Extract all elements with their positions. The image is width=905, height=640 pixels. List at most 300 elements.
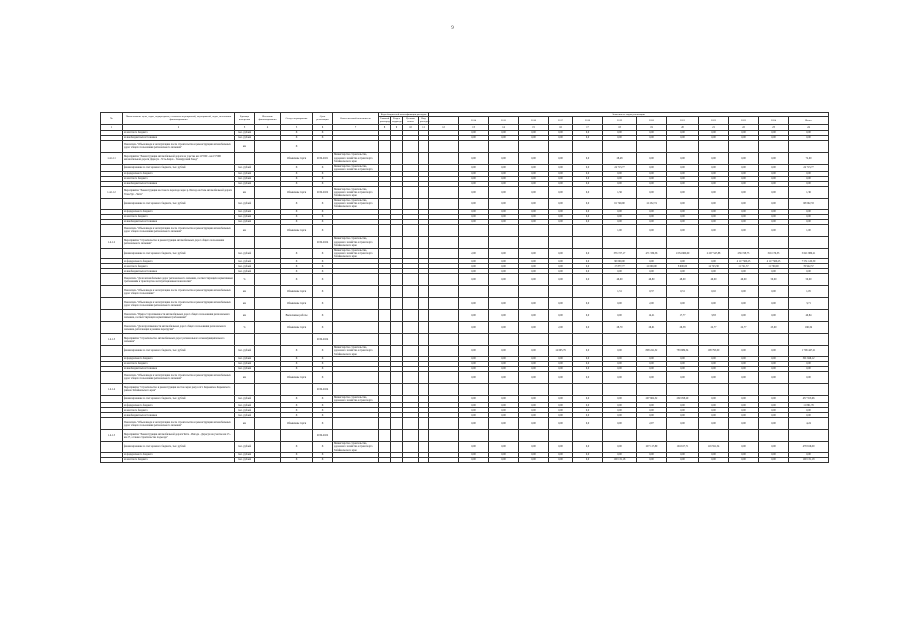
row-code <box>379 140 391 152</box>
row-value: 0,00 <box>549 152 573 164</box>
row-value: 0,00 <box>729 310 759 322</box>
row-code <box>391 430 403 442</box>
row-unit: тыс. рублей <box>235 442 255 453</box>
row-number <box>101 457 123 462</box>
row-unit: км <box>235 224 255 236</box>
row-value: 0,00 <box>759 214 789 219</box>
row-value: 0,0 <box>573 403 603 408</box>
row-code <box>419 164 429 171</box>
row-name: из местного бюджета <box>123 457 235 462</box>
row-value <box>573 334 603 346</box>
row-value: 0,00 <box>637 135 667 140</box>
row-value: 1,36 <box>789 187 829 199</box>
row-value: 0,00 <box>549 361 573 366</box>
row-value: 0,00 <box>759 408 789 413</box>
row-value: 100 131,18 <box>603 457 637 462</box>
row-value: 0,00 <box>489 219 519 224</box>
row-unit: км <box>235 286 255 298</box>
row-value: 0,00 <box>729 403 759 408</box>
row-value: 0,00 <box>459 442 489 453</box>
row-status: Объявлены торги <box>281 322 313 334</box>
row-value: 17,77 <box>667 310 699 322</box>
header-no: № <box>101 113 123 125</box>
row-value: 1,36 <box>603 187 637 199</box>
row-period: Х <box>313 259 333 264</box>
row-value: 0,00 <box>667 214 699 219</box>
row-value: 0,00 <box>519 152 549 164</box>
row-value: 0,00 <box>549 172 573 177</box>
row-value: 0,00 <box>549 164 573 171</box>
row-value-blank <box>429 236 459 248</box>
row-code <box>391 236 403 248</box>
row-value: 0,0 <box>573 219 603 224</box>
row-value: 0,00 <box>637 152 667 164</box>
column-number: 13 <box>459 124 489 130</box>
row-value: 0,00 <box>459 371 489 383</box>
row-code <box>379 224 391 236</box>
header-values: Значения по годам реализации <box>429 113 829 117</box>
row-number: 1.4.1.4 <box>101 383 123 395</box>
row-value: 8 900,00 <box>667 264 699 269</box>
row-value: 1 034 960,00 <box>667 248 699 259</box>
row-code <box>419 298 429 310</box>
row-period <box>313 140 333 152</box>
row-value: 0,00 <box>519 130 549 135</box>
row-value: 0,00 <box>459 452 489 457</box>
row-value: 0,00 <box>459 219 489 224</box>
row-code <box>379 152 391 164</box>
row-value: 0,00 <box>637 224 667 236</box>
row-value: 0,00 <box>667 413 699 418</box>
row-value: 24 713,77 <box>789 164 829 171</box>
row-code <box>419 371 429 383</box>
row-value <box>789 383 829 395</box>
row-value: 0,00 <box>729 130 759 135</box>
row-code <box>403 236 419 248</box>
row-value: 0,0 <box>573 310 603 322</box>
row-value <box>789 140 829 152</box>
row-name: Показатель "Прирост протяженности автомобильных дорог общего пользования регионального значения, соответствующих нормативным требованиям" <box>123 310 235 322</box>
header-source: Источник финансирования <box>255 113 281 125</box>
row-number <box>101 140 123 152</box>
header-code-section: Раздел подраздел <box>392 117 403 124</box>
row-value: 0,00 <box>637 130 667 135</box>
row-value: 0,00 <box>667 187 699 199</box>
row-value: 0,00 <box>489 209 519 214</box>
row-value: 0,00 <box>519 452 549 457</box>
row-unit <box>235 152 255 164</box>
row-value <box>519 334 549 346</box>
row-value: 0,00 <box>603 130 637 135</box>
row-period: Х <box>313 214 333 219</box>
row-value: 0,00 <box>549 248 573 259</box>
row-value: 0,00 <box>603 413 637 418</box>
row-value: 0,00 <box>667 152 699 164</box>
row-value: 0,00 <box>489 269 519 274</box>
row-value: 0,00 <box>603 346 637 357</box>
row-unit: тыс. рублей <box>235 172 255 177</box>
row-value: 0,00 <box>699 199 729 210</box>
row-value: 0,00 <box>603 356 637 361</box>
row-value: 0,00 <box>519 264 549 269</box>
row-value: 0,00 <box>549 182 573 187</box>
row-value <box>729 236 759 248</box>
row-value <box>603 334 637 346</box>
header-codes: Коды бюджетной классификации расходов <box>379 113 429 117</box>
row-value: 0,00 <box>699 452 729 457</box>
row-value: 0,00 <box>667 182 699 187</box>
row-value: 0,02 <box>699 286 729 298</box>
row-status: Выполнены работы <box>281 310 313 322</box>
row-value: 0,00 <box>549 403 573 408</box>
row-value <box>489 383 519 395</box>
row-period: Х <box>313 135 333 140</box>
row-value: 0,00 <box>603 408 637 413</box>
row-value: 0,00 <box>603 418 637 430</box>
row-value: 0,00 <box>489 408 519 413</box>
row-status: Х <box>281 457 313 462</box>
row-value: 0,0 <box>573 187 603 199</box>
row-value: 0,0 <box>573 452 603 457</box>
row-code <box>419 248 429 259</box>
row-value: 0,00 <box>489 259 519 264</box>
row-value: 0,00 <box>667 457 699 462</box>
row-name: Мероприятие "Реконструкция автомобильной дороги на участке км 12+000 - км 15+000 автомобильной дороги Дарасун - Усть-Карск - Газимурский Завод" <box>123 152 235 164</box>
row-code <box>403 418 419 430</box>
row-code <box>379 236 391 248</box>
row-value: 0,00 <box>789 135 829 140</box>
row-period: Х <box>313 199 333 210</box>
row-code <box>419 457 429 462</box>
row-value: 0,00 <box>459 177 489 182</box>
row-value: 0,00 <box>603 371 637 383</box>
row-value: 28,70 <box>603 322 637 334</box>
row-value: 0,00 <box>667 361 699 366</box>
row-value: 0,00 <box>789 172 829 177</box>
row-code <box>391 224 403 236</box>
row-value: 0,00 <box>699 172 729 177</box>
column-number: 21 <box>699 124 729 130</box>
table-row <box>101 371 829 383</box>
row-value: 207 117,89 <box>637 442 667 453</box>
row-value: 0,0 <box>573 413 603 418</box>
row-value: 90 000,00 <box>603 259 637 264</box>
row-value: 0,00 <box>549 259 573 264</box>
row-executor: Министерство строительства, дорожного хозяйства и транспорта Забайкальского края <box>333 236 379 248</box>
row-name: из внебюджетных источников <box>123 219 235 224</box>
row-number <box>101 164 123 171</box>
row-value: 0,00 <box>549 130 573 135</box>
row-value: 0,00 <box>759 452 789 457</box>
row-value: 0,00 <box>489 403 519 408</box>
row-name: финансирование за счет краевого бюджета, тыс. рублей <box>123 346 235 357</box>
row-name: из федерального бюджета <box>123 403 235 408</box>
row-code <box>379 187 391 199</box>
row-value: 0,00 <box>459 264 489 269</box>
column-number: 18 <box>603 124 637 130</box>
row-value: 49,00 <box>699 274 729 286</box>
row-code <box>391 383 403 395</box>
row-executor <box>333 140 379 152</box>
row-value: 0,00 <box>489 199 519 210</box>
row-value-blank <box>429 418 459 430</box>
row-value <box>789 430 829 442</box>
row-value <box>637 236 667 248</box>
row-value: 256 728,75 <box>729 248 759 259</box>
row-value: 116 591,54 <box>699 442 729 453</box>
row-period: Х <box>313 413 333 418</box>
row-number <box>101 371 123 383</box>
row-value: 0,00 <box>603 452 637 457</box>
row-value <box>573 236 603 248</box>
row-value-blank <box>429 310 459 322</box>
row-value: 478 916,09 <box>789 442 829 453</box>
row-value <box>519 286 549 298</box>
row-value <box>519 430 549 442</box>
row-code <box>391 346 403 357</box>
row-number <box>101 346 123 357</box>
column-number: 1 <box>101 124 123 130</box>
row-value: 0,00 <box>729 418 759 430</box>
row-value: 0,00 <box>637 356 667 361</box>
row-value: 0,00 <box>519 219 549 224</box>
column-number: 23 <box>759 124 789 130</box>
row-value: 0,00 <box>729 209 759 214</box>
row-period: Х <box>313 356 333 361</box>
row-executor <box>333 430 379 442</box>
row-value: 14 605,79 <box>549 346 573 357</box>
row-name: из федерального бюджета <box>123 209 235 214</box>
row-value: 0,00 <box>667 269 699 274</box>
row-value: 25,00 <box>759 322 789 334</box>
row-name: Мероприятие "Строительство автомобильных дорог регионального и межмуниципального значения" <box>123 334 235 346</box>
row-period: Х <box>313 298 333 310</box>
row-value <box>759 334 789 346</box>
column-number: 3 <box>235 124 255 130</box>
row-value: 0,00 <box>759 219 789 224</box>
row-value <box>603 430 637 442</box>
row-value: 0,00 <box>729 298 759 310</box>
row-value: 0,00 <box>459 298 489 310</box>
row-source <box>255 395 281 402</box>
row-number: 1.4.1.12 <box>101 187 123 199</box>
row-value: 0,00 <box>759 310 789 322</box>
row-value: 0,00 <box>729 164 759 171</box>
row-value: 68 002,33 <box>789 199 829 210</box>
row-value: 0,00 <box>729 371 759 383</box>
row-value: 0,00 <box>637 164 667 171</box>
row-value: 0,00 <box>489 152 519 164</box>
row-value: 0,00 <box>789 366 829 371</box>
row-value: 0,00 <box>519 310 549 322</box>
row-period: Х <box>313 219 333 224</box>
row-code <box>379 298 391 310</box>
row-value: 0,00 <box>549 452 573 457</box>
row-period: Х <box>313 395 333 402</box>
row-value: 100 131,18 <box>789 457 829 462</box>
row-value: 0,0 <box>573 209 603 214</box>
row-period: Х <box>313 403 333 408</box>
column-number: 19 <box>637 124 667 130</box>
row-value: 316 176,33 <box>759 248 789 259</box>
row-value: 0,00 <box>519 259 549 264</box>
row-value: 0,0 <box>573 248 603 259</box>
row-code <box>419 346 429 357</box>
table-row <box>101 274 829 286</box>
row-status: Х <box>281 140 313 152</box>
row-value: 0,0 <box>573 214 603 219</box>
row-value: 0,00 <box>519 182 549 187</box>
row-value-blank <box>429 140 459 152</box>
column-number: 17 <box>573 124 603 130</box>
row-value: 0,00 <box>519 371 549 383</box>
row-value-blank <box>429 152 459 164</box>
row-value: 0,00 <box>729 187 759 199</box>
row-name: из местного бюджета <box>123 214 235 219</box>
row-value: 0,00 <box>519 199 549 210</box>
row-code <box>419 236 429 248</box>
row-source <box>255 224 281 236</box>
row-code <box>403 199 419 210</box>
row-value: 0,0 <box>573 371 603 383</box>
row-value: 0,00 <box>519 164 549 171</box>
row-value: 0,00 <box>489 418 519 430</box>
row-value: 0,00 <box>489 298 519 310</box>
row-unit: % <box>235 274 255 286</box>
row-value: 0,00 <box>699 187 729 199</box>
row-code <box>379 199 391 210</box>
row-value: 0,00 <box>549 442 573 453</box>
row-source <box>255 418 281 430</box>
row-value: 0,00 <box>759 209 789 214</box>
row-status: Х <box>281 264 313 269</box>
row-value: 7 551 120,50 <box>789 259 829 264</box>
row-value-blank <box>429 457 459 462</box>
row-value: 0,00 <box>699 224 729 236</box>
row-value: 0,00 <box>459 366 489 371</box>
row-value <box>729 334 759 346</box>
row-value <box>699 334 729 346</box>
column-number: 2 <box>123 124 235 130</box>
row-code <box>391 334 403 346</box>
row-code <box>391 274 403 286</box>
row-value: 0,00 <box>699 135 729 140</box>
row-value: 0,00 <box>637 361 667 366</box>
row-value <box>573 430 603 442</box>
row-value: 0,00 <box>489 164 519 171</box>
row-value: 0,00 <box>637 187 667 199</box>
row-value: 0,0 <box>573 457 603 462</box>
header-unit: Единица измерения <box>235 113 255 125</box>
table-row <box>101 298 829 310</box>
row-value: 0,00 <box>759 371 789 383</box>
row-unit: тыс. рублей <box>235 366 255 371</box>
row-code <box>379 164 391 171</box>
row-name: финансирование за счет краевого бюджета, тыс. рублей <box>123 164 235 171</box>
row-number: 1.4.1.5 <box>101 430 123 442</box>
table-row <box>101 286 829 298</box>
row-status: Х <box>281 130 313 135</box>
header-code-kind: Вид расходов <box>420 117 430 124</box>
row-value: 24 713,77 <box>603 164 637 171</box>
row-unit: тыс. рублей <box>235 214 255 219</box>
row-value: 0,00 <box>489 130 519 135</box>
row-value <box>573 286 603 298</box>
row-value: 0,00 <box>459 310 489 322</box>
row-value <box>789 334 829 346</box>
row-value: 1 706 447,21 <box>789 346 829 357</box>
row-name: финансирование за счет краевого бюджета, тыс. рублей <box>123 442 235 453</box>
row-unit: тыс. рублей <box>235 209 255 214</box>
row-value: 0,00 <box>489 361 519 366</box>
row-value: 0,0 <box>573 361 603 366</box>
row-code <box>379 322 391 334</box>
row-value: 0,00 <box>759 130 789 135</box>
row-value: 0,00 <box>729 219 759 224</box>
row-value: 0,00 <box>729 177 759 182</box>
row-value: 0,00 <box>789 219 829 224</box>
row-value: 0,00 <box>729 224 759 236</box>
row-value: 0,00 <box>459 356 489 361</box>
row-value <box>459 224 489 236</box>
row-value: 0,00 <box>637 403 667 408</box>
row-value: 0,00 <box>637 452 667 457</box>
row-value: 46,80 <box>637 274 667 286</box>
row-value: 26,58 <box>667 322 699 334</box>
row-value: 0,0 <box>573 298 603 310</box>
row-period: Х <box>313 361 333 366</box>
row-value: 0,00 <box>759 395 789 402</box>
row-unit: тыс. рублей <box>235 219 255 224</box>
row-code <box>419 152 429 164</box>
row-value: 0,00 <box>729 361 759 366</box>
row-code <box>403 371 419 383</box>
row-period: Х <box>313 264 333 269</box>
table-body <box>101 113 829 463</box>
row-name: из федерального бюджета <box>123 452 235 457</box>
row-value: 0,0 <box>573 130 603 135</box>
row-value: 0,00 <box>603 214 637 219</box>
row-status: Х <box>281 172 313 177</box>
row-unit: км <box>235 310 255 322</box>
row-value: 0,0 <box>573 346 603 357</box>
row-value: 3,83 <box>699 310 729 322</box>
row-value: 0,0 <box>573 356 603 361</box>
header-year: 2019 <box>603 117 637 124</box>
row-value <box>549 334 573 346</box>
row-value: 0,00 <box>519 269 549 274</box>
row-value: 0,00 <box>729 172 759 177</box>
row-value: 0,0 <box>573 269 603 274</box>
row-unit: тыс. рублей <box>235 199 255 210</box>
row-value <box>489 334 519 346</box>
column-number: 24 <box>789 124 829 130</box>
row-executor: Министерство строительства, дорожного хозяйства и транспорта Забайкальского края <box>333 199 379 210</box>
row-value: 0,00 <box>637 413 667 418</box>
row-code <box>391 140 403 152</box>
row-value: 11 721,37 <box>729 264 759 269</box>
row-code <box>403 383 419 395</box>
row-value <box>459 334 489 346</box>
row-status: Х <box>281 248 313 259</box>
row-value: 0,00 <box>549 214 573 219</box>
row-code <box>379 346 391 357</box>
row-value: 0,00 <box>759 224 789 236</box>
row-unit: тыс. рублей <box>235 361 255 366</box>
row-value: 0,00 <box>489 274 519 286</box>
row-unit: тыс. рублей <box>235 408 255 413</box>
column-number: 9 <box>391 124 403 130</box>
